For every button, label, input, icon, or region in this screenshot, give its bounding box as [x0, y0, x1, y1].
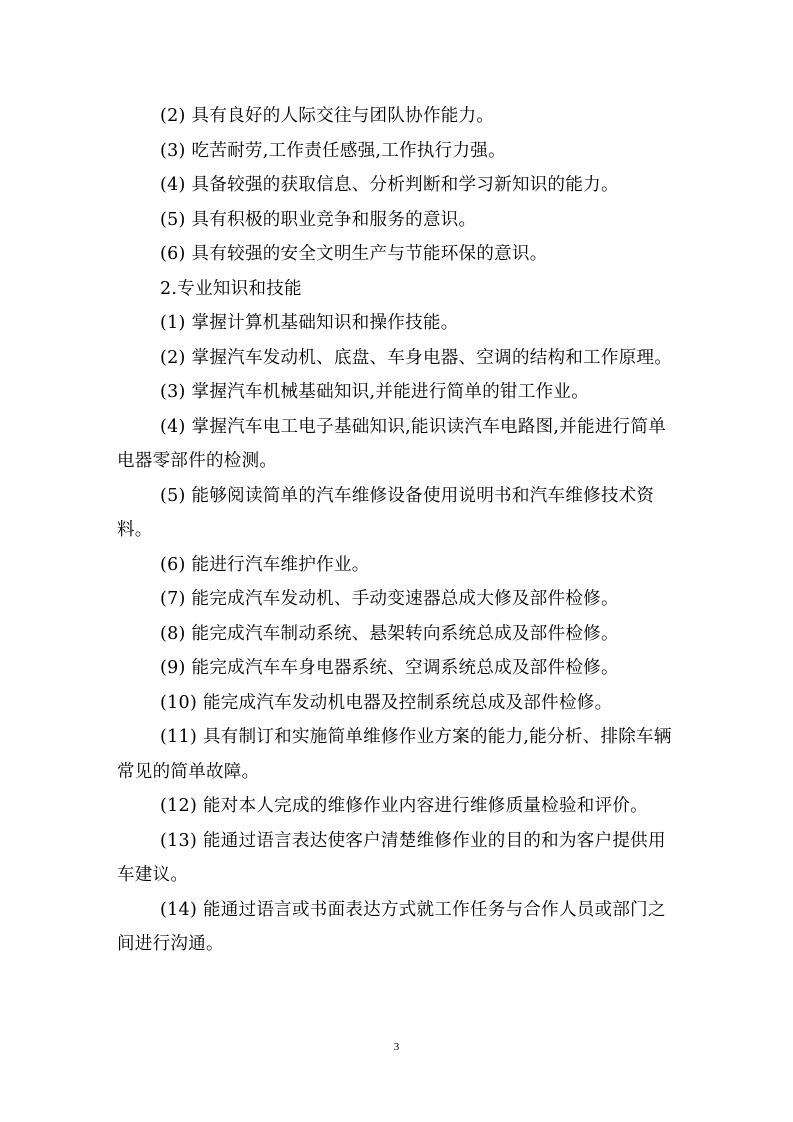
- paragraph: (10) 能完成汽车发动机电器及控制系统总成及部件检修。: [160, 692, 613, 713]
- paragraph: (3) 掌握汽车机械基础知识,并能进行简单的钳工作业。: [160, 382, 590, 402]
- paragraph: (6) 能进行汽车维护作业。: [160, 554, 370, 575]
- paragraph: (4) 掌握汽车电工电子基础知识,能识读汽车电路图,并能进行简单电器零部件的检测。: [117, 416, 667, 471]
- paragraph: (5) 具有积极的职业竞争和服务的意识。: [160, 209, 477, 230]
- paragraph: (14) 能通过语言或书面表达方式就工作任务与合作人员或部门之间进行沟通。: [117, 899, 666, 954]
- page-content: [117, 99, 673, 962]
- paragraph: (11) 具有制订和实施简单维修作业方案的能力,能分析、排除车辆常见的简单故障。: [117, 727, 672, 782]
- paragraph: (5) 能够阅读简单的汽车维修设备使用说明书和汽车维修技术资料。: [117, 485, 655, 540]
- paragraph: (2) 掌握汽车发动机、底盘、车身电器、空调的结构和工作原理。: [160, 347, 673, 368]
- paragraph: (13) 能通过语言表达使客户清楚维修作业的目的和为客户提供用车建议。: [117, 830, 666, 885]
- paragraph: (1) 掌握计算机基础知识和操作技能。: [160, 313, 459, 333]
- paragraph: (9) 能完成汽车车身电器系统、空调系统总成及部件检修。: [160, 658, 619, 678]
- paragraph: (2) 具有良好的人际交往与团队协作能力。: [160, 106, 495, 126]
- paragraph: (4) 具备较强的获取信息、分析判断和学习新知识的能力。: [160, 175, 619, 195]
- paragraph: (8) 能完成汽车制动系统、悬架转向系统总成及部件检修。: [160, 623, 619, 644]
- section-heading: 2.专业知识和技能: [160, 278, 302, 299]
- paragraph: (7) 能完成汽车发动机、手动变速器总成大修及部件检修。: [160, 589, 619, 609]
- page-number: 3: [393, 1041, 400, 1053]
- paragraph: (6) 具有较强的安全文明生产与节能环保的意识。: [160, 244, 548, 264]
- paragraph: (3) 吃苦耐劳,工作责任感强,工作执行力强。: [160, 140, 506, 161]
- paragraph: (12) 能对本人完成的维修作业内容进行维修质量检验和评价。: [160, 796, 648, 816]
